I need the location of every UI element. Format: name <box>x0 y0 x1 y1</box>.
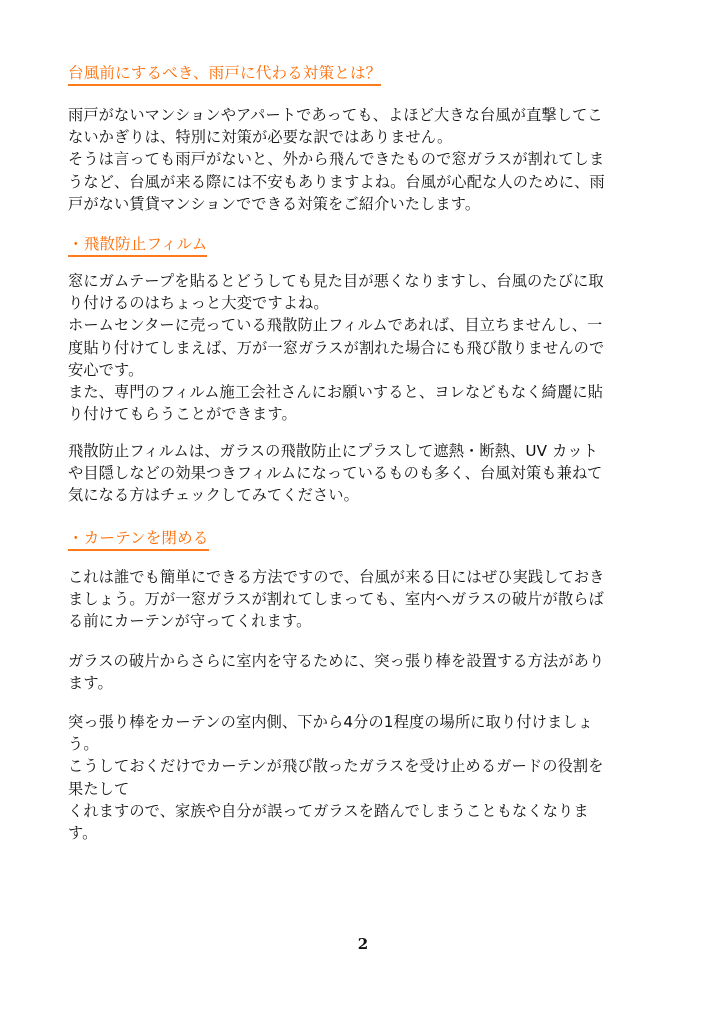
paragraph-line: こうしておくだけでカーテンが飛び散ったガラスを受け止めるガードの役割を <box>68 757 604 776</box>
paragraph-line: す。 <box>68 823 98 842</box>
paragraph-line: ガラスの破片からさらに室内を守るために、突っ張り棒を設置する方法があり <box>68 652 605 670</box>
paragraph-line: 窓にガムテープを貼るとどうしても見た目が悪くなりますし、台風のたびに取 <box>68 272 604 290</box>
section-heading-text: ・飛散防止フィルム <box>68 234 207 257</box>
paragraph-line: や目隠しなどの効果つきフィルムになっているものも多く、台風対策も兼ねて <box>68 464 603 483</box>
paragraph-line: ないかぎりは、特別に対策が必要な訳ではありません。 <box>68 128 453 147</box>
paragraph-line: ましょう。万が一窓ガラスが割れてしまっても、室内へガラスの破片が散らば <box>68 590 604 609</box>
paragraph-line: これは誰でも簡単にできる方法ですので、台風が来る日にはぜひ実践しておき <box>68 568 605 586</box>
paragraph <box>68 104 668 215</box>
paragraph <box>68 440 668 507</box>
paragraph <box>68 650 668 694</box>
paragraph-line: 戸がない賃貸マンションでできる対策をご紹介いたします。 <box>68 194 481 213</box>
section-heading-text: ・カーテンを閉める <box>68 528 209 551</box>
paragraph-line: 雨戸がないマンションやアパートであっても、よほど大きな台風が直撃してこ <box>68 106 603 124</box>
paragraph-line: 安心です。 <box>68 360 144 379</box>
paragraph <box>68 566 668 633</box>
paragraph-line: くれますので、家族や自分が誤ってガラスを踏んでしまうこともなくなりま <box>68 801 589 820</box>
paragraph-line: また、専門のフィルム施工会社さんにお願いすると、ヨレなどもなく綺麗に貼 <box>68 382 603 401</box>
section-heading-text: 台風前にするべき、雨戸に代わる対策とは？ <box>68 63 381 86</box>
paragraph-line: うなど、台風が来る際には不安もありますよね。台風が心配な人のために、雨 <box>68 172 605 191</box>
paragraph-line: 飛散防止フィルムは、ガラスの飛散防止にプラスして遮熱・断熱、UV カット <box>68 442 599 460</box>
section-heading <box>68 63 381 86</box>
paragraph-line: う。 <box>68 735 99 754</box>
paragraph-line: 突っ張り棒をカーテンの室内側、下から4分の1程度の場所に取り付けましょ <box>68 713 594 731</box>
paragraph <box>68 711 668 844</box>
paragraph-line: 度貼り付けてしまえば、万が一窓ガラスが割れた場合にも飛び散りませんので <box>68 338 605 357</box>
paragraph <box>68 270 668 425</box>
paragraph-line: り付けるのはちょっと大変ですよね。 <box>68 294 329 313</box>
paragraph-line: る前にカーテンが守ってくれます。 <box>68 612 312 631</box>
section-heading <box>68 528 209 551</box>
paragraph-line: 果たして <box>68 779 130 798</box>
paragraph-line: り付けてもらうことができます。 <box>68 405 297 424</box>
paragraph-line: 気になる方はチェックしてみてください。 <box>68 486 359 505</box>
section-heading <box>68 234 207 257</box>
document-page <box>68 0 668 1024</box>
paragraph-line: ホームセンターに売っている飛散防止フィルムであれば、目立ちませんし、一 <box>68 316 603 335</box>
paragraph-line: そうは言っても雨戸がないと、外から飛んできたもので窓ガラスが割れてしま <box>68 150 605 169</box>
page-number: 2 <box>357 935 369 953</box>
paragraph-line: ます。 <box>68 674 113 693</box>
